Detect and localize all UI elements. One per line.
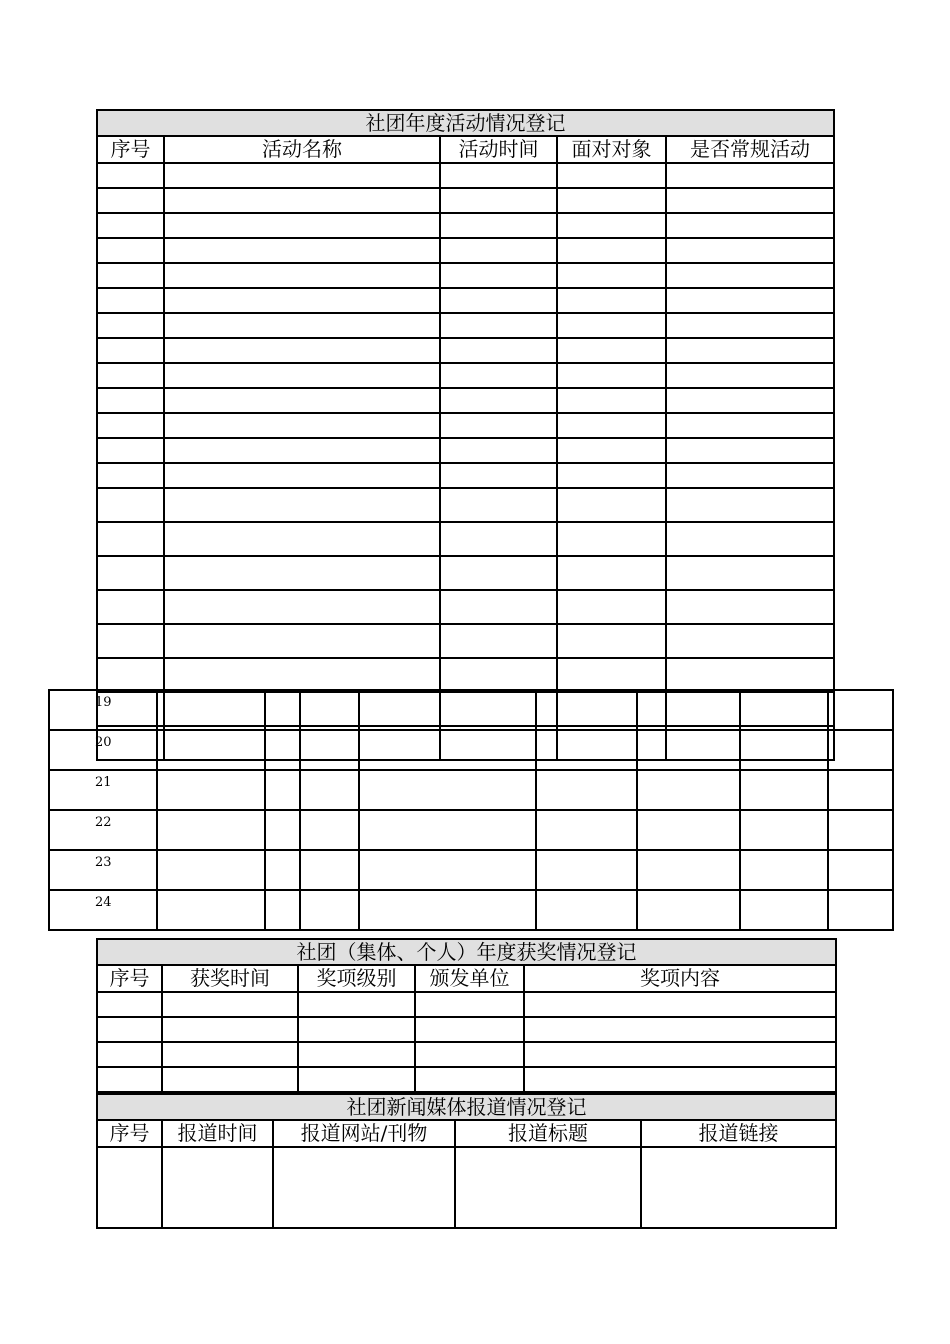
numbered-table-cell[interactable]	[828, 810, 893, 850]
media-header-site: 报道网站/刊物	[273, 1120, 455, 1147]
activity-cell[interactable]	[97, 413, 164, 438]
activity-cell[interactable]	[97, 463, 164, 488]
numbered-table-cell[interactable]	[637, 770, 740, 810]
numbered-table-cell[interactable]	[740, 850, 828, 890]
awards-row	[97, 1042, 836, 1067]
numbered-table-cell[interactable]	[300, 690, 359, 730]
activity-cell[interactable]	[164, 658, 440, 692]
awards-cell[interactable]	[97, 1067, 162, 1092]
activity-cell[interactable]	[97, 488, 164, 522]
numbered-table-cell[interactable]	[740, 730, 828, 770]
activity-row	[97, 313, 834, 338]
activity-cell[interactable]	[164, 438, 440, 463]
activity-cell[interactable]	[440, 388, 557, 413]
media-table	[96, 1093, 837, 1229]
activity-cell[interactable]	[557, 288, 666, 313]
awards-cell[interactable]	[162, 1017, 298, 1042]
awards-body	[97, 992, 836, 1092]
activity-row	[97, 488, 834, 522]
numbered-table-cell[interactable]	[828, 850, 893, 890]
activity-cell[interactable]	[666, 590, 834, 624]
activity-cell[interactable]	[666, 624, 834, 658]
awards-cell[interactable]	[162, 1042, 298, 1067]
activity-cell[interactable]	[666, 388, 834, 413]
awards-cell[interactable]	[415, 1017, 524, 1042]
activity-cell[interactable]	[557, 213, 666, 238]
numbered-table-cell[interactable]	[359, 810, 536, 850]
numbered-table-cell[interactable]	[265, 850, 300, 890]
numbered-table-row	[49, 890, 893, 930]
activity-cell[interactable]	[440, 238, 557, 263]
numbered-table-cell[interactable]	[536, 810, 637, 850]
row-number: 21	[49, 770, 157, 810]
numbered-table-cell[interactable]	[536, 770, 637, 810]
media-cell[interactable]	[641, 1147, 836, 1228]
activity-row	[97, 388, 834, 413]
activity-cell[interactable]	[557, 163, 666, 188]
row-number: 19	[49, 690, 157, 730]
activity-cell[interactable]	[557, 556, 666, 590]
activity-row	[97, 238, 834, 263]
numbered-table-cell[interactable]	[637, 810, 740, 850]
activity-cell[interactable]	[164, 590, 440, 624]
activity-cell[interactable]	[164, 338, 440, 363]
activity-cell[interactable]	[557, 313, 666, 338]
numbered-table-cell[interactable]	[265, 730, 300, 770]
activity-cell[interactable]	[557, 388, 666, 413]
activity-cell[interactable]	[440, 313, 557, 338]
activity-row	[97, 522, 834, 556]
numbered-table-cell[interactable]	[828, 770, 893, 810]
numbered-table	[48, 689, 894, 931]
awards-header-level: 奖项级别	[298, 965, 415, 992]
activity-cell[interactable]	[557, 413, 666, 438]
numbered-table-row	[49, 690, 893, 730]
activity-cell[interactable]	[557, 522, 666, 556]
awards-header-row	[97, 965, 836, 992]
numbered-table-cell[interactable]	[300, 850, 359, 890]
activity-cell[interactable]	[440, 624, 557, 658]
numbered-table-cell[interactable]	[637, 690, 740, 730]
awards-title-row	[97, 939, 836, 965]
awards-cell[interactable]	[298, 1067, 415, 1092]
numbered-table-cell[interactable]	[828, 690, 893, 730]
numbered-table-cell[interactable]	[157, 850, 265, 890]
activity-cell[interactable]	[164, 463, 440, 488]
activity-cell[interactable]	[440, 213, 557, 238]
activity-row	[97, 188, 834, 213]
activity-header-audience: 面对对象	[557, 136, 666, 163]
activity-cell[interactable]	[440, 188, 557, 213]
activity-cell[interactable]	[164, 213, 440, 238]
media-cell[interactable]	[455, 1147, 641, 1228]
awards-cell[interactable]	[298, 1042, 415, 1067]
activity-row	[97, 590, 834, 624]
numbered-table-cell[interactable]	[828, 730, 893, 770]
row-number: 22	[49, 810, 157, 850]
activity-cell[interactable]	[164, 522, 440, 556]
activity-cell[interactable]	[164, 556, 440, 590]
activity-row	[97, 338, 834, 363]
activity-cell[interactable]	[666, 438, 834, 463]
activity-header-name: 活动名称	[164, 136, 440, 163]
awards-cell[interactable]	[298, 1017, 415, 1042]
activity-cell[interactable]	[440, 363, 557, 388]
numbered-table-cell[interactable]	[536, 730, 637, 770]
numbered-table-cell[interactable]	[637, 730, 740, 770]
activity-cell[interactable]	[557, 658, 666, 692]
activity-cell[interactable]	[440, 556, 557, 590]
row-number: 23	[49, 850, 157, 890]
activity-cell[interactable]	[666, 658, 834, 692]
activity-row	[97, 413, 834, 438]
activity-cell[interactable]	[666, 263, 834, 288]
numbered-table-cell[interactable]	[740, 770, 828, 810]
numbered-table-cell[interactable]	[157, 730, 265, 770]
activity-body	[97, 163, 834, 760]
activity-cell[interactable]	[164, 188, 440, 213]
numbered-table-cell[interactable]	[359, 770, 536, 810]
numbered-table-cell[interactable]	[637, 890, 740, 930]
activity-cell[interactable]	[97, 522, 164, 556]
media-row	[97, 1147, 836, 1228]
numbered-table-cell[interactable]	[828, 890, 893, 930]
numbered-table-cell[interactable]	[300, 890, 359, 930]
numbered-table-row	[49, 730, 893, 770]
awards-row	[97, 1067, 836, 1092]
activity-title: 社团年度活动情况登记	[97, 110, 834, 136]
activity-row	[97, 624, 834, 658]
numbered-table-cell[interactable]	[265, 810, 300, 850]
activity-row	[97, 463, 834, 488]
activity-cell[interactable]	[440, 488, 557, 522]
activity-cell[interactable]	[666, 238, 834, 263]
numbered-table-row	[49, 850, 893, 890]
numbered-table-cell[interactable]	[157, 690, 265, 730]
awards-cell[interactable]	[162, 1067, 298, 1092]
activity-cell[interactable]	[666, 413, 834, 438]
numbered-table-cell[interactable]	[740, 810, 828, 850]
activity-cell[interactable]	[97, 188, 164, 213]
activity-cell[interactable]	[557, 488, 666, 522]
activity-row	[97, 438, 834, 463]
activity-header-regular: 是否常规活动	[666, 136, 834, 163]
activity-cell[interactable]	[557, 263, 666, 288]
awards-row	[97, 992, 836, 1017]
media-cell[interactable]	[162, 1147, 273, 1228]
activity-cell[interactable]	[164, 288, 440, 313]
numbered-table-cell[interactable]	[300, 810, 359, 850]
row-number: 24	[49, 890, 157, 930]
activity-row	[97, 363, 834, 388]
media-header-index: 序号	[97, 1120, 162, 1147]
media-header-title: 报道标题	[455, 1120, 641, 1147]
activity-cell[interactable]	[666, 363, 834, 388]
awards-cell[interactable]	[97, 1017, 162, 1042]
awards-cell[interactable]	[97, 1042, 162, 1067]
awards-cell[interactable]	[524, 992, 836, 1017]
activity-cell[interactable]	[440, 413, 557, 438]
numbered-table-cell[interactable]	[536, 890, 637, 930]
activity-cell[interactable]	[97, 288, 164, 313]
awards-title: 社团（集体、个人）年度获奖情况登记	[97, 939, 836, 965]
activity-row	[97, 163, 834, 188]
activity-row	[97, 263, 834, 288]
numbered-table-cell[interactable]	[359, 890, 536, 930]
numbered-table-cell[interactable]	[740, 690, 828, 730]
numbered-table-cell[interactable]	[265, 690, 300, 730]
activity-cell[interactable]	[440, 263, 557, 288]
activity-cell[interactable]	[97, 313, 164, 338]
awards-header-time: 获奖时间	[162, 965, 298, 992]
activity-cell[interactable]	[557, 438, 666, 463]
activity-cell[interactable]	[666, 313, 834, 338]
activity-cell[interactable]	[557, 338, 666, 363]
numbered-table-cell[interactable]	[157, 890, 265, 930]
awards-header-index: 序号	[97, 965, 162, 992]
awards-table	[96, 938, 837, 1093]
activity-header-index: 序号	[97, 136, 164, 163]
awards-cell[interactable]	[415, 1042, 524, 1067]
activity-cell[interactable]	[557, 188, 666, 213]
activity-cell[interactable]	[97, 238, 164, 263]
awards-cell[interactable]	[524, 1067, 836, 1092]
awards-cell[interactable]	[524, 1042, 836, 1067]
activity-cell[interactable]	[666, 163, 834, 188]
activity-cell[interactable]	[557, 463, 666, 488]
activity-cell[interactable]	[666, 556, 834, 590]
activity-cell[interactable]	[164, 413, 440, 438]
row-number: 20	[49, 730, 157, 770]
activity-cell[interactable]	[164, 163, 440, 188]
activity-cell[interactable]	[666, 463, 834, 488]
activity-cell[interactable]	[666, 488, 834, 522]
activity-cell[interactable]	[97, 213, 164, 238]
numbered-table-cell[interactable]	[740, 890, 828, 930]
activity-cell[interactable]	[440, 522, 557, 556]
media-title: 社团新闻媒体报道情况登记	[97, 1094, 836, 1120]
activity-cell[interactable]	[97, 388, 164, 413]
activity-cell[interactable]	[440, 658, 557, 692]
awards-header-content: 奖项内容	[524, 965, 836, 992]
activity-cell[interactable]	[557, 590, 666, 624]
activity-cell[interactable]	[97, 363, 164, 388]
numbered-table-cell[interactable]	[536, 690, 637, 730]
media-header-link: 报道链接	[641, 1120, 836, 1147]
activity-cell[interactable]	[557, 363, 666, 388]
numbered-table-cell[interactable]	[359, 730, 536, 770]
activity-cell[interactable]	[666, 338, 834, 363]
activity-header-time: 活动时间	[440, 136, 557, 163]
activity-title-row	[97, 110, 834, 136]
activity-cell[interactable]	[164, 313, 440, 338]
media-title-row	[97, 1094, 836, 1120]
numbered-table-cell[interactable]	[300, 730, 359, 770]
activity-cell[interactable]	[440, 590, 557, 624]
awards-cell[interactable]	[97, 992, 162, 1017]
media-cell[interactable]	[97, 1147, 162, 1228]
awards-cell[interactable]	[298, 992, 415, 1017]
awards-cell[interactable]	[415, 992, 524, 1017]
numbered-table-cell[interactable]	[300, 770, 359, 810]
activity-cell[interactable]	[557, 238, 666, 263]
activity-cell[interactable]	[97, 556, 164, 590]
activity-cell[interactable]	[440, 288, 557, 313]
activity-cell[interactable]	[97, 263, 164, 288]
activity-cell[interactable]	[440, 438, 557, 463]
media-header-time: 报道时间	[162, 1120, 273, 1147]
activity-cell[interactable]	[164, 363, 440, 388]
activity-cell[interactable]	[164, 388, 440, 413]
activity-cell[interactable]	[97, 658, 164, 692]
awards-cell[interactable]	[415, 1067, 524, 1092]
activity-cell[interactable]	[164, 624, 440, 658]
activity-cell[interactable]	[666, 288, 834, 313]
activity-row	[97, 658, 834, 692]
activity-header-row	[97, 136, 834, 163]
numbered-table-cell[interactable]	[157, 810, 265, 850]
activity-cell[interactable]	[97, 163, 164, 188]
activity-cell[interactable]	[666, 213, 834, 238]
numbered-table-cell[interactable]	[359, 850, 536, 890]
activity-row	[97, 556, 834, 590]
activity-row	[97, 213, 834, 238]
activity-cell[interactable]	[97, 590, 164, 624]
awards-row	[97, 1017, 836, 1042]
activity-cell[interactable]	[97, 624, 164, 658]
numbered-table-row	[49, 770, 893, 810]
numbered-table-cell[interactable]	[359, 690, 536, 730]
numbered-table-body	[49, 690, 893, 930]
activity-cell[interactable]	[97, 438, 164, 463]
activity-cell[interactable]	[440, 338, 557, 363]
activity-cell[interactable]	[164, 238, 440, 263]
media-header-row	[97, 1120, 836, 1147]
numbered-table-row	[49, 810, 893, 850]
activity-cell[interactable]	[97, 338, 164, 363]
activity-cell[interactable]	[666, 188, 834, 213]
activity-cell[interactable]	[440, 163, 557, 188]
awards-header-issuer: 颁发单位	[415, 965, 524, 992]
media-cell[interactable]	[273, 1147, 455, 1228]
activity-cell[interactable]	[557, 624, 666, 658]
numbered-table-cell[interactable]	[265, 890, 300, 930]
media-body	[97, 1147, 836, 1228]
numbered-table-cell[interactable]	[157, 770, 265, 810]
activity-cell[interactable]	[440, 463, 557, 488]
activity-cell[interactable]	[164, 488, 440, 522]
activity-cell[interactable]	[164, 263, 440, 288]
awards-cell[interactable]	[162, 992, 298, 1017]
activity-row	[97, 288, 834, 313]
numbered-table-cell[interactable]	[637, 850, 740, 890]
activity-cell[interactable]	[666, 522, 834, 556]
activity-table	[96, 109, 835, 761]
numbered-table-cell[interactable]	[536, 850, 637, 890]
awards-cell[interactable]	[524, 1017, 836, 1042]
numbered-table-cell[interactable]	[265, 770, 300, 810]
